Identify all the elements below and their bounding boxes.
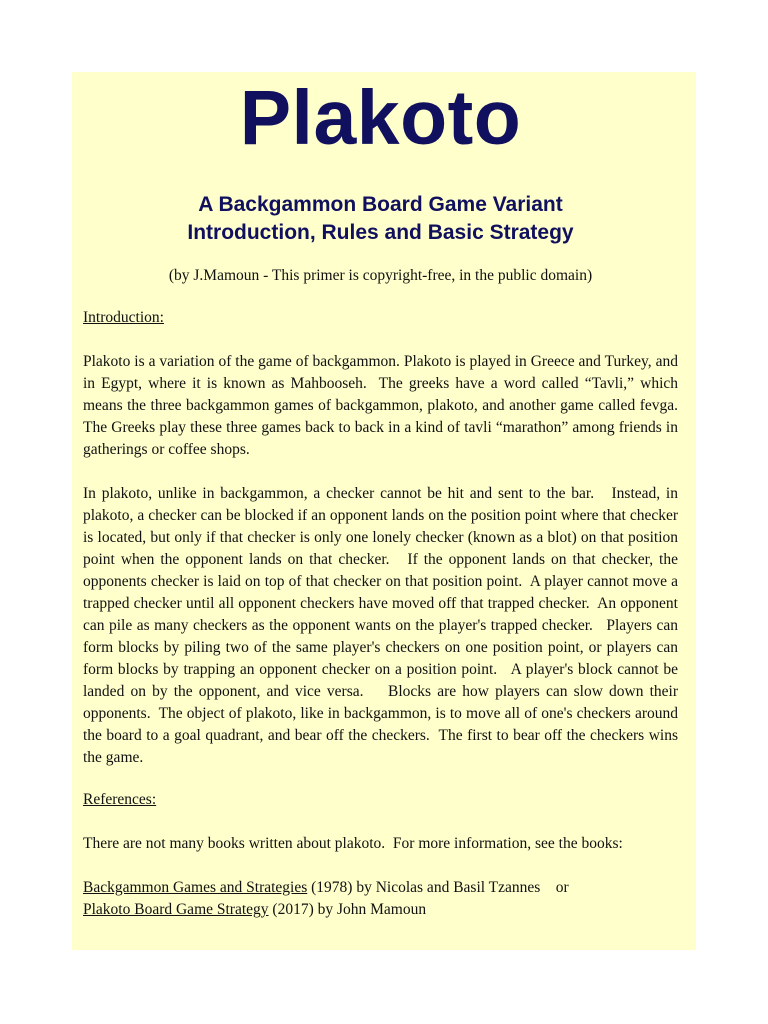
reference-item xyxy=(83,877,678,899)
reference-details: (1978) by Nicolas and Basil Tzannes or xyxy=(307,879,569,896)
reference-list xyxy=(83,877,678,921)
reference-link-plakoto-strategy[interactable]: Plakoto Board Game Strategy xyxy=(83,901,269,918)
document-subtitle xyxy=(83,191,678,247)
subtitle-line-1: A Backgammon Board Game Variant xyxy=(198,193,563,216)
document-title: Plakoto xyxy=(239,75,522,161)
references-paragraph: There are not many books written about plakoto. For more information, see the books: xyxy=(83,835,623,852)
references-heading: References: xyxy=(83,791,157,808)
reference-item xyxy=(83,899,678,921)
document-page xyxy=(72,72,696,950)
author-byline: (by J.Mamoun - This primer is copyright-free, in the public domain) xyxy=(168,267,593,284)
introduction-heading: Introduction: xyxy=(83,309,164,326)
intro-paragraph-1: Plakoto is a variation of the game of backgammon. Plakoto is played in Greece and Turkey, and in Egypt, where it is known as Mahbooseh. The greeks have a word called “Tavli,” which means the three backgammon games of backgammon, plakoto, and another game called fevga. The Greeks play these three games back to back in a kind of tavli “marathon” among friends in gatherings or coffee shops. xyxy=(83,353,690,458)
intro-paragraph-2: In plakoto, unlike in backgammon, a checker cannot be hit and sent to the bar. Instead, in plakoto, a checker can be blocked if an opponent lands on the position point where that checker is located, but only if that checker is only one lonely checker (known as a blot) on that position point when the opponent lands on that checker. If the opponent lands on that checker, the opponents checker is laid on top of that checker on that position point. A player cannot move a trapped checker until all opponent checkers have moved off that trapped checker. An opponent can pile as many checkers as the opponent wants on the player's trapped checker. Players can form blocks by piling two of the same player's checkers on one position point, or players can form blocks by trapping an opponent checker on a position point. A player's block cannot be landed on by the opponent, and vice versa. Blocks are how players can slow down their opponents. The object of plakoto, like in backgammon, is to move all of one's checkers around the board to a goal quadrant, and bear off the checkers. The first to bear off the checkers wins the game. xyxy=(83,485,682,766)
reference-link-backgammon-games[interactable]: Backgammon Games and Strategies xyxy=(83,879,308,896)
subtitle-line-2: Introduction, Rules and Basic Strategy xyxy=(187,221,574,244)
reference-details: (2017) by John Mamoun xyxy=(268,901,427,918)
